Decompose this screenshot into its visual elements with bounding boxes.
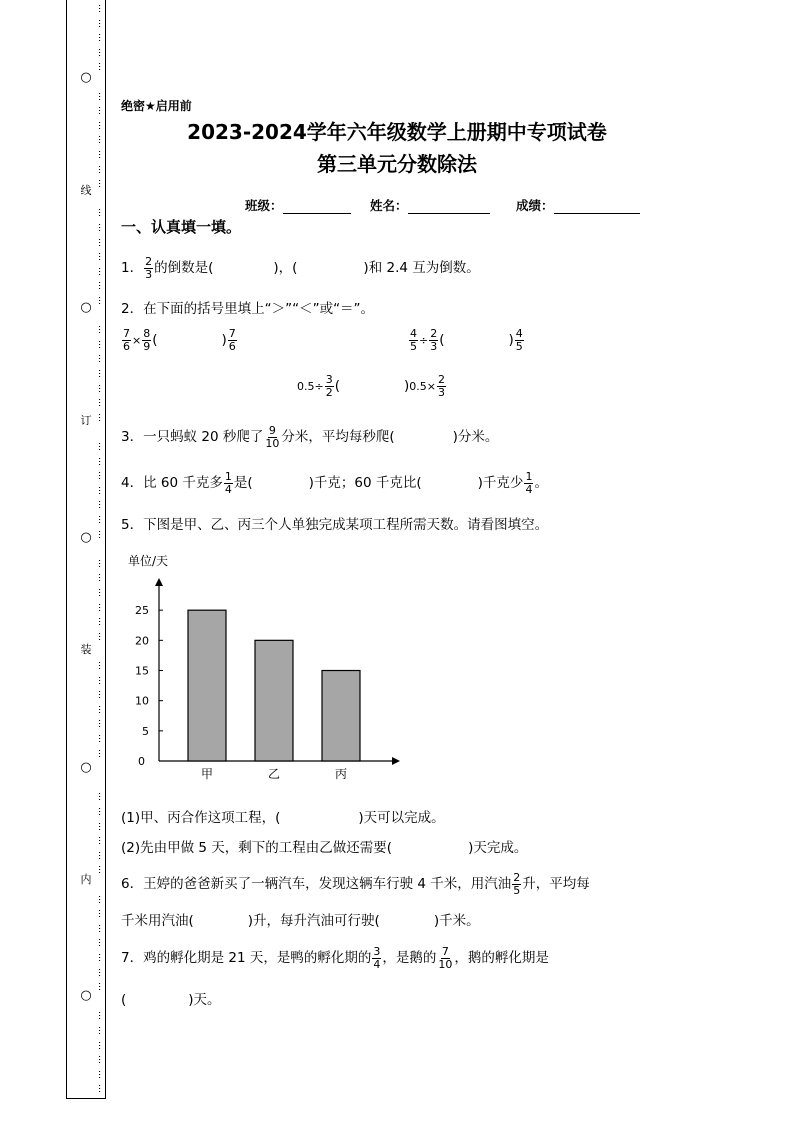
binding-dots: … — [96, 471, 106, 481]
binding-char: 内 — [80, 873, 92, 886]
binding-dots: … — [96, 850, 106, 860]
binding-circle: ○ — [80, 760, 92, 775]
binding-dots: … — [96, 120, 106, 130]
binding-dots: … — [96, 223, 106, 232]
score-field — [516, 196, 640, 214]
question-5: 5．下图是甲、乙、丙三个人单独完成某项工程所需天数。请看图填空。 — [121, 517, 549, 533]
question-7: 7．鸡的孵化期是 21 天，是鸭的孵化期的 $\frac{3}{4}$ ，是鹅的 $\frac{7}{10}$ ，鹅的孵化期是 — [121, 945, 549, 971]
binding-dots: … — [96, 982, 106, 992]
binding-dots: … — [96, 500, 106, 510]
x-tick-label: 乙 — [267, 767, 281, 781]
binding-dots: … — [96, 515, 106, 524]
question-6: 6．王婷的爸爸新买了一辆汽车，发现这辆车行驶 4 千米，用汽油 $\frac{2}{5}$ 升，平均每 — [121, 871, 590, 897]
binding-dots: … — [96, 675, 106, 685]
y-tick-label: 25 — [135, 604, 149, 618]
binding-dots: … — [96, 807, 106, 816]
name-field — [370, 196, 490, 214]
binding-dots: … — [96, 135, 106, 145]
y-tick-label: 0 — [138, 755, 145, 768]
binding-dots: … — [96, 485, 106, 495]
binding-dots: … — [96, 661, 106, 670]
binding-dots: … — [96, 339, 106, 349]
binding-dots: … — [96, 442, 106, 451]
binding-dots: … — [96, 106, 106, 116]
binding-dots: … — [96, 792, 106, 802]
binding-dots: … — [96, 588, 106, 597]
question-1 — [121, 256, 480, 280]
binding-dots: … — [96, 719, 106, 729]
q1-text-b: )，( — [273, 260, 298, 277]
binding-dots: … — [96, 369, 106, 378]
q1-number: 1． — [121, 260, 144, 277]
q1-text-a: 的倒数是( — [154, 260, 214, 277]
binding-char: 订 — [80, 414, 92, 427]
class-label: 班级： — [245, 198, 283, 213]
y-tick-label: 5 — [142, 724, 149, 738]
binding-dots: … — [96, 62, 106, 72]
page-subtitle: 第三单元分数除法 — [317, 152, 477, 176]
binding-dots: … — [96, 208, 106, 218]
binding-dots: … — [96, 865, 106, 875]
binding-dots: … — [96, 704, 106, 714]
binding-dots: … — [96, 967, 106, 977]
x-tick-label: 甲 — [200, 767, 214, 781]
x-tick-label: 丙 — [334, 767, 348, 781]
class-field — [245, 196, 351, 214]
y-tick-label: 20 — [135, 634, 149, 648]
binding-dots: … — [96, 748, 106, 758]
binding-circle: ○ — [80, 70, 92, 85]
binding-dots: … — [96, 1055, 106, 1065]
binding-char: 装 — [80, 643, 92, 656]
binding-dots: … — [96, 33, 106, 43]
y-tick-label: 10 — [135, 694, 149, 708]
x-axis-arrow — [392, 757, 400, 765]
score-input-line[interactable] — [554, 199, 640, 214]
class-input-line[interactable] — [283, 199, 351, 214]
binding-dots: … — [96, 1011, 106, 1021]
binding-dots: … — [96, 383, 106, 393]
q2-expression-3: 0.5÷ $\frac{3}{2}$ ( )0.5× $\frac{2}{3}$ — [297, 373, 445, 399]
binding-circle: ○ — [80, 530, 92, 545]
binding-dots: … — [96, 529, 106, 539]
binding-dots: … — [96, 1084, 106, 1094]
q2-expression-1: $\frac{7}{6}$ × $\frac{8}{9}$ ( ) $\frac{7}{6}$ — [123, 327, 236, 353]
page-title: 2023-2024学年六年级数学上册期中专项试卷 — [187, 120, 607, 144]
binding-dots: … — [96, 456, 106, 466]
binding-dots: … — [96, 953, 106, 962]
name-input-line[interactable] — [408, 199, 490, 214]
binding-dots: … — [96, 179, 106, 189]
binding-dots: … — [96, 938, 106, 948]
binding-dots: … — [96, 573, 106, 583]
binding-dots: … — [96, 1069, 106, 1079]
binding-dots: … — [96, 412, 106, 422]
binding-dots: … — [96, 266, 106, 276]
binding-dots: … — [96, 237, 106, 247]
section-heading: 一、认真填一填。 — [121, 218, 242, 236]
binding-dots: … — [96, 690, 106, 700]
binding-dots: … — [96, 4, 106, 13]
binding-dots: … — [96, 150, 106, 159]
binding-dots: … — [96, 631, 106, 641]
score-label: 成绩： — [516, 198, 554, 213]
confidential-label: 绝密★启用前 — [121, 99, 192, 113]
bar-3 — [322, 671, 360, 762]
bar-2 — [255, 640, 293, 761]
binding-dots: … — [96, 164, 106, 174]
binding-dots: … — [96, 252, 106, 262]
binding-dots: … — [96, 558, 106, 568]
question-4: 4．比 60 千克多 $\frac{1}{4}$ 是( )千克；60 千克比( )千克少 $\frac{1}{4}$ 。 — [121, 470, 548, 496]
chart-y-label: 单位/天 — [128, 554, 169, 568]
binding-dots: … — [96, 325, 106, 335]
y-tick-label: 15 — [135, 664, 149, 678]
binding-dots: … — [96, 398, 106, 408]
binding-dots: … — [96, 1026, 106, 1035]
bar-1 — [188, 610, 226, 761]
question-5-sub-2: (2)先由甲做 5 天，剩下的工程由乙做还需要( )天完成。 — [121, 840, 528, 856]
name-label: 姓名： — [370, 198, 408, 213]
y-axis-arrow — [155, 578, 163, 586]
binding-dots: … — [96, 91, 106, 101]
question-3: 3．一只蚂蚁 20 秒爬了 $\frac{9}{10}$ 分米，平均每秒爬( )分米。 — [121, 424, 499, 450]
question-6-line-2: 千米用汽油( )升，每升汽油可行驶( )千米。 — [121, 913, 480, 929]
binding-dots: … — [96, 281, 106, 291]
q1-fraction: $\frac{2}{3}$ — [145, 255, 153, 281]
binding-dots: … — [96, 734, 106, 743]
binding-dots: … — [96, 296, 106, 305]
q2-expression-2: $\frac{4}{5}$ ÷ $\frac{2}{3}$ ( ) $\frac{4}{5}$ — [410, 327, 523, 353]
binding-dots: … — [96, 1040, 106, 1050]
binding-dots: … — [96, 923, 106, 933]
binding-dots: … — [96, 821, 106, 831]
binding-circle: ○ — [80, 300, 92, 315]
question-5-sub-1: (1)甲、丙合作这项工程，( )天可以完成。 — [121, 810, 445, 826]
question-7-line-2: ( )天。 — [121, 992, 221, 1008]
binding-char: 线 — [80, 184, 92, 197]
binding-dots: … — [96, 47, 106, 57]
binding-dots: … — [96, 18, 106, 28]
binding-dots: … — [96, 617, 106, 627]
chart-marks — [135, 578, 400, 781]
binding-dots: … — [96, 354, 106, 364]
binding-dots: … — [96, 894, 106, 904]
question-2: 2．在下面的括号里填上“＞”“＜”或“＝”。 — [121, 301, 375, 317]
binding-dots: … — [96, 836, 106, 846]
binding-dots: … — [96, 909, 106, 919]
bar-chart — [110, 548, 410, 788]
binding-circle: ○ — [80, 988, 92, 1003]
q1-text-c: )和 2.4 互为倒数。 — [363, 260, 480, 277]
binding-dots: … — [96, 602, 106, 612]
